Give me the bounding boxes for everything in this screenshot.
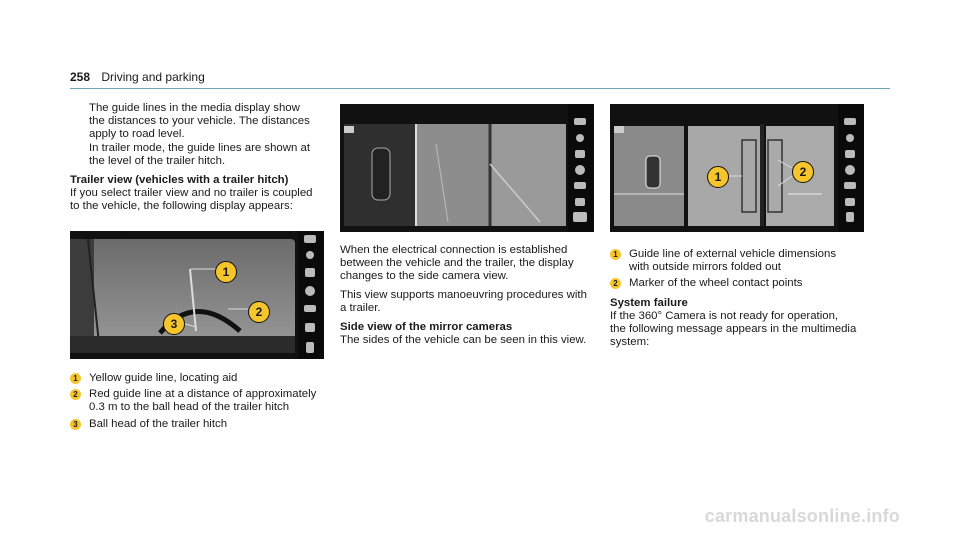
text-line: Red guide line at a distance of approximately: [89, 388, 317, 401]
mirror-folded-figure: [610, 104, 864, 232]
column-1: [70, 102, 332, 214]
trailer-view-figure: [70, 231, 324, 359]
text-line: Guide line of external vehicle dimensions: [629, 248, 837, 260]
legend-list-1: [70, 372, 332, 434]
legend-number: 2: [610, 278, 621, 289]
callout-marker: 2: [792, 161, 814, 183]
legend-item: [70, 388, 332, 414]
text-line: the distances to your vehicle. The distances: [89, 115, 310, 128]
text-line: This view supports manoeuvring procedures with: [340, 288, 587, 301]
text-line: system:: [610, 336, 650, 349]
header-rule: [70, 88, 890, 89]
intro-paragraph: [70, 102, 332, 168]
text-line: between the vehicle and the trailer, the display: [340, 257, 574, 270]
legend-number: 1: [70, 373, 81, 384]
section-title: Driving and parking: [101, 70, 205, 84]
legend-item: [70, 372, 332, 385]
section-heading: Trailer view (vehicles with a trailer hitch): [70, 174, 289, 187]
text-line: the level of the trailer hitch.: [89, 154, 226, 167]
section-heading: Side view of the mirror cameras: [340, 321, 513, 334]
legend-number: 2: [70, 389, 81, 400]
text-line: changes to the side camera view.: [340, 270, 509, 283]
text-line: If you select trailer view and no trailer is coupled: [70, 187, 313, 200]
callout-marker: 1: [707, 166, 729, 188]
page-header: [70, 70, 205, 84]
section-heading: System failure: [610, 296, 688, 309]
text-line: to the vehicle, the following display appears:: [70, 200, 293, 213]
side-camera-figure: [340, 104, 594, 232]
mirror-folded-screen: [610, 104, 864, 232]
watermark: carmanualsonline.info: [704, 506, 900, 526]
text-line: When the electrical connection is established: [340, 244, 568, 256]
side-camera-screen: [340, 104, 594, 232]
text-line: Ball head of the trailer hitch: [89, 417, 228, 430]
text-line: The guide lines in the media display show: [89, 102, 300, 114]
legend-item: [70, 418, 332, 431]
text-line: apply to road level.: [89, 128, 185, 141]
text-line: The sides of the vehicle can be seen in this view.: [340, 334, 587, 347]
legend-item: [610, 277, 872, 290]
text-line: 0.3 m to the ball head of the trailer hitch: [89, 401, 290, 414]
legend-number: 1: [610, 249, 621, 260]
trailer-view-screen: [70, 231, 324, 359]
text-line: In trailer mode, the guide lines are shown at: [89, 141, 310, 154]
text-line: If the 360° Camera is not ready for operation,: [610, 309, 839, 322]
column-3: [610, 248, 872, 349]
legend-number: 3: [70, 419, 81, 430]
callout-marker: 1: [215, 261, 237, 283]
legend-item: [610, 248, 872, 274]
text-line: with outside mirrors folded out: [629, 261, 781, 274]
column-2: [340, 244, 602, 347]
text-line: the following message appears in the multimedia: [610, 323, 857, 336]
callout-marker: 3: [163, 313, 185, 335]
text-line: a trailer.: [340, 301, 381, 314]
callout-marker: 2: [248, 301, 270, 323]
text-line: Marker of the wheel contact points: [629, 277, 803, 290]
text-line: Yellow guide line, locating aid: [89, 372, 238, 384]
page-number: 258: [70, 70, 91, 84]
